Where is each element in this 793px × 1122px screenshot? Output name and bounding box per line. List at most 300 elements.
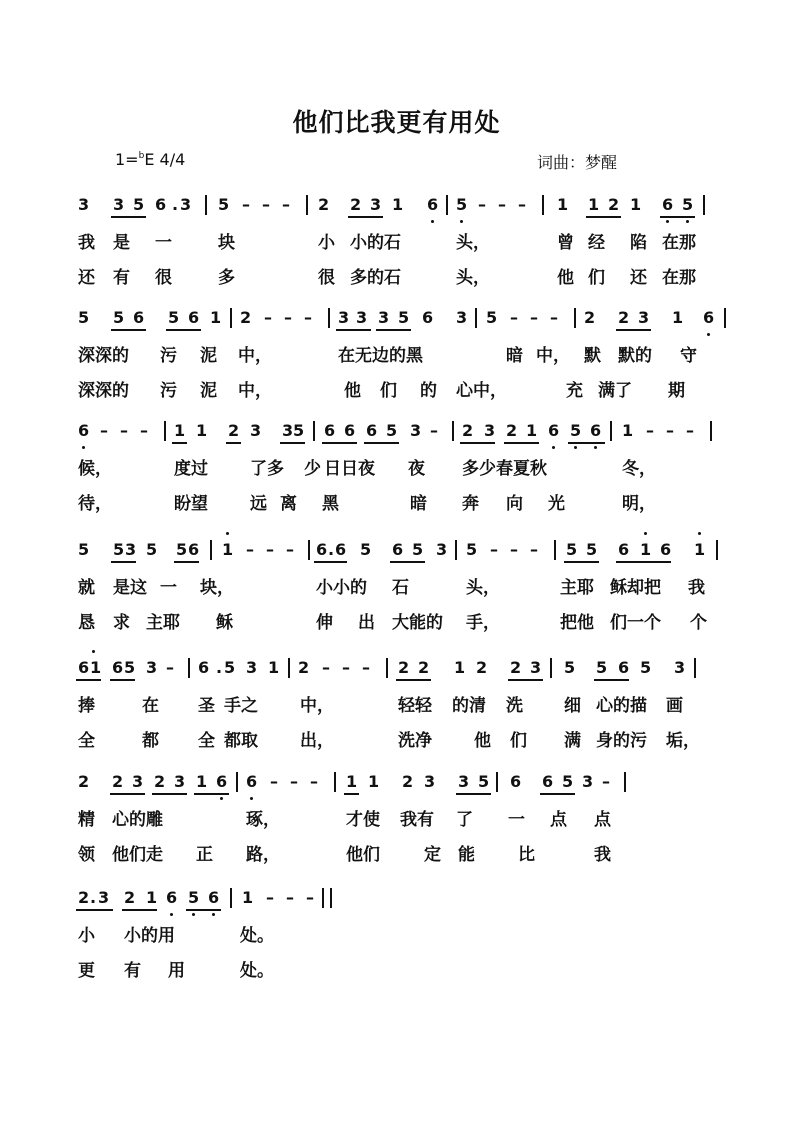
note: 2 bbox=[112, 772, 124, 791]
sustain-dash: – bbox=[286, 888, 294, 907]
note: 6 bbox=[166, 888, 178, 907]
lyric-text: 就 bbox=[78, 578, 95, 598]
lyric-text: 们 bbox=[510, 731, 527, 751]
note: 2 bbox=[608, 195, 620, 214]
lyric-text: 多少春夏秋 bbox=[462, 459, 547, 479]
lyric-text: 块 bbox=[218, 233, 235, 253]
octave-low-dot bbox=[594, 446, 597, 449]
lyric-text: 离 bbox=[280, 494, 297, 514]
note: 2 bbox=[510, 658, 522, 677]
note: 6 bbox=[112, 658, 124, 677]
octave-low-dot bbox=[192, 913, 195, 916]
lyric-text: 垢， bbox=[666, 731, 700, 751]
sustain-dash: – bbox=[310, 772, 318, 791]
beat-underline bbox=[226, 442, 241, 444]
octave-low-dot bbox=[170, 913, 173, 916]
note: 5 bbox=[293, 421, 305, 440]
sustain-dash: – bbox=[478, 195, 486, 214]
beat-underline bbox=[568, 442, 605, 444]
sustain-dash: – bbox=[120, 421, 128, 440]
octave-low-dot bbox=[574, 446, 577, 449]
lyric-text: 块， bbox=[200, 578, 234, 598]
lyric-text: 经 bbox=[588, 233, 605, 253]
lyric-text: 伸 bbox=[316, 613, 333, 633]
note: 6 bbox=[510, 772, 522, 791]
note: 6 bbox=[133, 308, 145, 327]
bar-line bbox=[236, 772, 238, 792]
note: 6 bbox=[155, 195, 167, 214]
note: 3 bbox=[530, 658, 542, 677]
octave-high-dot bbox=[644, 532, 647, 535]
lyric-text: 的清 bbox=[452, 696, 486, 716]
sustain-dash: – bbox=[282, 195, 290, 214]
lyric-text: 全 bbox=[78, 731, 95, 751]
lyric-text: 很 bbox=[318, 268, 335, 288]
sustain-dash: – bbox=[262, 195, 270, 214]
beat-underline bbox=[111, 329, 146, 331]
bar-line bbox=[308, 540, 310, 560]
lyric-text: 中， bbox=[238, 346, 272, 366]
sustain-dash: – bbox=[284, 308, 292, 327]
bar-line bbox=[710, 421, 712, 441]
lyric-text: 小的石 bbox=[350, 233, 401, 253]
note: 2 bbox=[78, 772, 90, 791]
beat-underline bbox=[364, 442, 399, 444]
bar-line bbox=[230, 888, 232, 908]
lyric-text: 全 bbox=[198, 731, 215, 751]
lyric-text: 深深的 bbox=[78, 381, 129, 401]
beat-underline bbox=[76, 909, 113, 911]
note: 5 bbox=[133, 195, 145, 214]
sustain-dash: – bbox=[166, 658, 174, 677]
sustain-dash: – bbox=[550, 308, 558, 327]
note: 2 bbox=[228, 421, 240, 440]
lyric-text: 小 bbox=[78, 926, 95, 946]
bar-line bbox=[550, 658, 552, 678]
note: 5 bbox=[640, 658, 652, 677]
lyric-text: 出， bbox=[300, 731, 334, 751]
note: 1 bbox=[242, 888, 254, 907]
lyric-text: 污 bbox=[160, 346, 177, 366]
note: 5 bbox=[564, 658, 576, 677]
lyric-text: 满 bbox=[564, 731, 581, 751]
note: 3 bbox=[424, 772, 436, 791]
bar-line bbox=[330, 888, 332, 908]
lyric-text: 有 bbox=[124, 961, 141, 981]
note: 5 bbox=[398, 308, 410, 327]
note: 1 bbox=[174, 421, 186, 440]
note: 3 bbox=[436, 540, 448, 559]
octave-high-dot bbox=[92, 650, 95, 653]
lyric-text: 一 bbox=[155, 233, 172, 253]
note: 3 bbox=[410, 421, 422, 440]
note: 5 bbox=[146, 540, 158, 559]
lyric-text: 深深的 bbox=[78, 346, 129, 366]
note: 5 bbox=[386, 421, 398, 440]
bar-line bbox=[306, 195, 308, 215]
sustain-dash: – bbox=[666, 421, 674, 440]
lyric-text: 在 bbox=[142, 696, 159, 716]
bar-line bbox=[288, 658, 290, 678]
beat-underline bbox=[174, 561, 199, 563]
note: 3 bbox=[146, 658, 158, 677]
note: . bbox=[328, 540, 335, 559]
note: 5 bbox=[570, 421, 582, 440]
note: 1 bbox=[557, 195, 569, 214]
note: 1 bbox=[346, 772, 358, 791]
sustain-dash: – bbox=[342, 658, 350, 677]
lyric-text: 中， bbox=[536, 346, 570, 366]
lyric-text: 捧 bbox=[78, 696, 95, 716]
bar-line bbox=[496, 772, 498, 792]
beat-underline bbox=[122, 909, 157, 911]
lyric-text: 细 bbox=[564, 696, 581, 716]
note: 5 bbox=[562, 772, 574, 791]
note: 1 bbox=[622, 421, 634, 440]
note: 6 bbox=[324, 421, 336, 440]
lyric-text: 在无边的黑 bbox=[338, 346, 423, 366]
bar-line bbox=[328, 308, 330, 328]
lyric-text: 心的雕 bbox=[112, 810, 163, 830]
note: 6 bbox=[366, 421, 378, 440]
bar-line bbox=[574, 308, 576, 328]
bar-line bbox=[230, 308, 232, 328]
lyric-text: 有 bbox=[113, 268, 130, 288]
note: 1 bbox=[588, 195, 600, 214]
note: 1 bbox=[694, 540, 706, 559]
note: 5 bbox=[168, 308, 180, 327]
note: 3 bbox=[113, 195, 125, 214]
lyric-text: 小的用 bbox=[124, 926, 175, 946]
beat-underline bbox=[348, 216, 383, 218]
note: 2 bbox=[402, 772, 414, 791]
beat-underline bbox=[660, 216, 695, 218]
sustain-dash: – bbox=[510, 308, 518, 327]
beat-underline bbox=[314, 561, 347, 563]
lyric-text: 恳 bbox=[78, 613, 95, 633]
beat-underline bbox=[344, 793, 359, 795]
lyric-text: 洗净 bbox=[398, 731, 432, 751]
sustain-dash: – bbox=[266, 540, 274, 559]
lyric-text: 盼望 bbox=[174, 494, 208, 514]
octave-low-dot bbox=[212, 913, 215, 916]
lyric-text: 路， bbox=[246, 845, 280, 865]
sustain-dash: – bbox=[264, 308, 272, 327]
bar-line bbox=[322, 888, 324, 908]
lyric-text: 充 bbox=[566, 381, 583, 401]
note: 6 bbox=[198, 658, 210, 677]
note: 1 bbox=[210, 308, 222, 327]
note: 6 bbox=[392, 540, 404, 559]
lyric-text: 是 bbox=[113, 233, 130, 253]
beat-underline bbox=[456, 793, 491, 795]
lyric-text: 出 bbox=[358, 613, 375, 633]
note: 1 bbox=[196, 421, 208, 440]
note: 2 bbox=[618, 308, 630, 327]
lyric-text: 头， bbox=[456, 233, 490, 253]
lyric-text: 明， bbox=[622, 494, 656, 514]
note: 2 bbox=[154, 772, 166, 791]
beat-underline bbox=[111, 561, 136, 563]
lyric-text: 们 bbox=[588, 268, 605, 288]
lyric-text: 主耶 bbox=[146, 613, 180, 633]
lyric-text: 我 bbox=[78, 233, 95, 253]
lyric-text: 多的石 bbox=[350, 268, 401, 288]
note: 3 bbox=[674, 658, 686, 677]
lyric-text: 了多 bbox=[250, 459, 284, 479]
lyric-text: 向 bbox=[506, 494, 523, 514]
lyric-text: 黑 bbox=[322, 494, 339, 514]
octave-low-dot bbox=[552, 446, 555, 449]
lyric-text: 我 bbox=[688, 578, 705, 598]
note: 2 bbox=[462, 421, 474, 440]
lyric-text: 默的 bbox=[618, 346, 652, 366]
lyric-text: 领 bbox=[78, 845, 95, 865]
bar-line bbox=[205, 195, 207, 215]
note: 3 bbox=[582, 772, 594, 791]
bar-line bbox=[610, 421, 612, 441]
note: 6 bbox=[703, 308, 715, 327]
lyric-text: 小 bbox=[318, 233, 335, 253]
lyric-text: 少 bbox=[304, 459, 321, 479]
lyric-text: 精 bbox=[78, 810, 95, 830]
note: 3 bbox=[246, 658, 258, 677]
bar-line bbox=[188, 658, 190, 678]
bar-line bbox=[703, 195, 705, 215]
bar-line bbox=[624, 772, 626, 792]
beat-underline bbox=[594, 679, 629, 681]
beat-underline bbox=[508, 679, 543, 681]
sustain-dash: – bbox=[140, 421, 148, 440]
octave-low-dot bbox=[666, 220, 669, 223]
note: 5 bbox=[113, 540, 125, 559]
note: 2 bbox=[506, 421, 518, 440]
note: 6 bbox=[590, 421, 602, 440]
lyric-text: 处。 bbox=[240, 926, 274, 946]
note: 3 bbox=[180, 195, 192, 214]
lyric-text: 很 bbox=[155, 268, 172, 288]
note: 3 bbox=[125, 540, 137, 559]
lyric-text: 中， bbox=[300, 696, 334, 716]
sustain-dash: – bbox=[686, 421, 694, 440]
lyric-text: 我 bbox=[594, 845, 611, 865]
bar-line bbox=[446, 195, 448, 215]
lyric-text: 正 bbox=[196, 845, 213, 865]
note: 2 bbox=[584, 308, 596, 327]
lyric-text: 手， bbox=[466, 613, 500, 633]
note: . bbox=[216, 658, 223, 677]
lyric-text: 夜 bbox=[408, 459, 425, 479]
note: 6 bbox=[618, 658, 630, 677]
lyric-text: 满了 bbox=[598, 381, 632, 401]
note: 2 bbox=[350, 195, 362, 214]
octave-high-dot bbox=[698, 532, 701, 535]
beat-underline bbox=[336, 329, 371, 331]
sustain-dash: – bbox=[246, 540, 254, 559]
lyric-text: 他 bbox=[557, 268, 574, 288]
note: 5 bbox=[78, 540, 90, 559]
lyric-text: 的 bbox=[420, 381, 437, 401]
lyric-text: 冬， bbox=[622, 459, 656, 479]
note: 5 bbox=[456, 195, 468, 214]
note: 5 bbox=[78, 308, 90, 327]
note: 1 bbox=[454, 658, 466, 677]
note: 5 bbox=[566, 540, 578, 559]
lyric-text: 更 bbox=[78, 961, 95, 981]
note: . bbox=[90, 888, 97, 907]
beat-underline bbox=[111, 216, 146, 218]
sustain-dash: – bbox=[322, 658, 330, 677]
bar-line bbox=[694, 658, 696, 678]
bar-line bbox=[475, 308, 477, 328]
note: 2 bbox=[298, 658, 310, 677]
lyric-text: 污 bbox=[160, 381, 177, 401]
sustain-dash: – bbox=[306, 888, 314, 907]
lyric-text: 身的污 bbox=[596, 731, 647, 751]
octave-low-dot bbox=[250, 797, 253, 800]
sustain-dash: – bbox=[290, 772, 298, 791]
sustain-dash: – bbox=[530, 540, 538, 559]
note: 1 bbox=[672, 308, 684, 327]
note: 2 bbox=[124, 888, 136, 907]
lyric-text: 他们走 bbox=[112, 845, 163, 865]
lyric-text: 圣 bbox=[198, 696, 215, 716]
note: 6 bbox=[216, 772, 228, 791]
lyric-text: 比 bbox=[518, 845, 535, 865]
lyric-text: 他们 bbox=[346, 845, 380, 865]
sustain-dash: – bbox=[362, 658, 370, 677]
lyric-text: 洗 bbox=[506, 696, 523, 716]
lyric-text: 一 bbox=[508, 810, 525, 830]
lyric-text: 点 bbox=[594, 810, 611, 830]
beat-underline bbox=[460, 442, 495, 444]
lyric-text: 处。 bbox=[240, 961, 274, 981]
lyric-text: 度过 bbox=[174, 459, 208, 479]
note: 5 bbox=[596, 658, 608, 677]
note: 6 bbox=[618, 540, 630, 559]
lyric-text: 能 bbox=[458, 845, 475, 865]
sustain-dash: – bbox=[266, 888, 274, 907]
beat-underline bbox=[586, 216, 621, 218]
lyric-text: 稣却把 bbox=[610, 578, 661, 598]
note: 6 bbox=[335, 540, 347, 559]
bar-line bbox=[455, 540, 457, 560]
note: 3 bbox=[338, 308, 350, 327]
lyric-text: 们一个 bbox=[610, 613, 661, 633]
sustain-dash: – bbox=[602, 772, 610, 791]
note: 6 bbox=[427, 195, 439, 214]
note: 5 bbox=[412, 540, 424, 559]
beat-underline bbox=[110, 793, 145, 795]
lyric-text: 在那 bbox=[662, 268, 696, 288]
beat-underline bbox=[172, 442, 187, 444]
lyric-text: 用 bbox=[168, 961, 185, 981]
note: 6 bbox=[246, 772, 258, 791]
lyric-text: 默 bbox=[584, 346, 601, 366]
key-prefix: 1= bbox=[115, 150, 139, 169]
lyric-text: 头， bbox=[466, 578, 500, 598]
note: 6 bbox=[78, 421, 90, 440]
beat-underline bbox=[390, 561, 425, 563]
sustain-dash: – bbox=[430, 421, 438, 440]
note: 5 bbox=[176, 540, 188, 559]
note: 1 bbox=[526, 421, 538, 440]
lyric-text: 中， bbox=[238, 381, 272, 401]
note: 2 bbox=[398, 658, 410, 677]
beat-underline bbox=[504, 442, 539, 444]
lyric-text: 都取 bbox=[224, 731, 258, 751]
note: 6 bbox=[662, 195, 674, 214]
beat-underline bbox=[76, 679, 101, 681]
time-signature: 4/4 bbox=[159, 150, 186, 169]
note: 1 bbox=[368, 772, 380, 791]
lyric-text: 点 bbox=[550, 810, 567, 830]
note: 3 bbox=[638, 308, 650, 327]
beat-underline bbox=[166, 329, 201, 331]
note: 3 bbox=[456, 308, 468, 327]
bar-line bbox=[386, 658, 388, 678]
key-flat: b bbox=[138, 151, 145, 161]
note: 6 bbox=[542, 772, 554, 791]
note: 1 bbox=[392, 195, 404, 214]
lyric-text: 一 bbox=[160, 578, 177, 598]
note: 5 bbox=[682, 195, 694, 214]
note: 3 bbox=[250, 421, 262, 440]
lyric-text: 把他 bbox=[560, 613, 594, 633]
lyric-text: 定 bbox=[424, 845, 441, 865]
lyric-text: 头， bbox=[456, 268, 490, 288]
bar-line bbox=[334, 772, 336, 792]
lyric-text: 暗 bbox=[410, 494, 427, 514]
note: . bbox=[172, 195, 179, 214]
note: 3 bbox=[78, 195, 90, 214]
beat-underline bbox=[564, 561, 599, 563]
note: 5 bbox=[478, 772, 490, 791]
bar-line bbox=[542, 195, 544, 215]
beat-underline bbox=[194, 793, 229, 795]
lyric-text: 琢， bbox=[246, 810, 280, 830]
beat-underline bbox=[616, 329, 651, 331]
lyric-text: 我有 bbox=[400, 810, 434, 830]
note: 3 bbox=[132, 772, 144, 791]
lyric-text: 石 bbox=[392, 578, 409, 598]
sustain-dash: – bbox=[286, 540, 294, 559]
bar-line bbox=[724, 308, 726, 328]
lyric-text: 们 bbox=[380, 381, 397, 401]
note: 5 bbox=[124, 658, 136, 677]
note: 5 bbox=[486, 308, 498, 327]
note: 1 bbox=[640, 540, 652, 559]
note: 2 bbox=[476, 658, 488, 677]
octave-low-dot bbox=[82, 446, 85, 449]
sustain-dash: – bbox=[490, 540, 498, 559]
note: 1 bbox=[630, 195, 642, 214]
lyric-text: 大能的 bbox=[392, 613, 443, 633]
note: 3 bbox=[174, 772, 186, 791]
lyric-text: 还 bbox=[78, 268, 95, 288]
beat-underline bbox=[396, 679, 431, 681]
lyric-text: 陷 bbox=[630, 233, 647, 253]
note: 1 bbox=[268, 658, 280, 677]
lyric-text: 泥 bbox=[200, 381, 217, 401]
lyric-text: 他 bbox=[344, 381, 361, 401]
note: 2 bbox=[318, 195, 330, 214]
note: 3 bbox=[378, 308, 390, 327]
lyric-text: 待， bbox=[78, 494, 112, 514]
note: 6 bbox=[344, 421, 356, 440]
note: 6 bbox=[660, 540, 672, 559]
lyric-text: 多 bbox=[218, 268, 235, 288]
